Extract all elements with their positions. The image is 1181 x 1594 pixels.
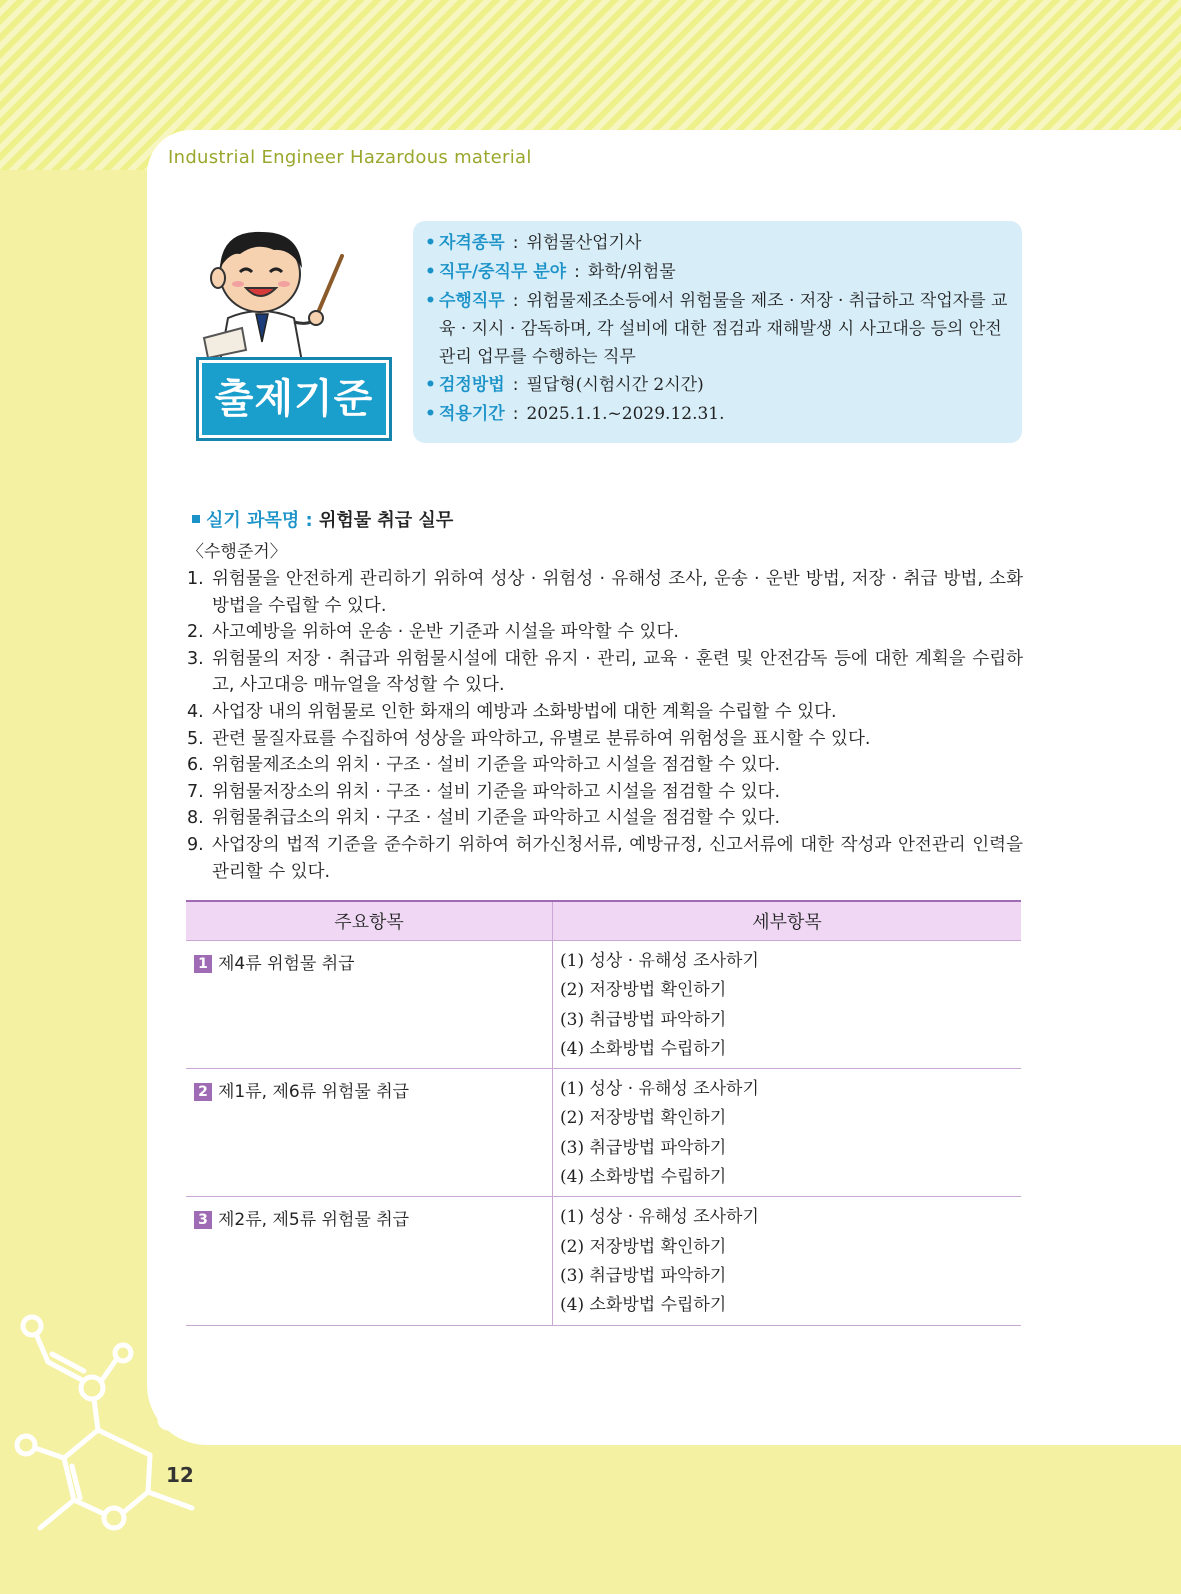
table-row [186, 1069, 1021, 1197]
criteria-item [187, 566, 1023, 619]
item-number-badge: 2 [194, 1083, 212, 1101]
info-key: 적용기간 [439, 404, 505, 424]
bullet-dot-icon: • [425, 262, 436, 282]
info-row-duties [425, 287, 1010, 371]
subject-key: 실기 과목명 : [206, 510, 313, 531]
exam-items-table [186, 900, 1021, 1326]
detail-item: (1) 성상 · 유해성 조사하기 [560, 951, 759, 971]
detail-item-cell [553, 941, 1022, 1069]
detail-item-cell [553, 1069, 1022, 1197]
criteria-number: 9. [187, 834, 204, 855]
main-item-cell [186, 1069, 553, 1197]
main-items-header: 주요항목 [186, 901, 553, 941]
page-number: 12 [166, 1463, 194, 1487]
bullet-dot-icon: • [425, 375, 436, 395]
info-key: 검정방법 [439, 375, 505, 395]
criteria-heading: 〈수행준거〉 [187, 542, 287, 562]
criteria-item [187, 699, 1023, 726]
criteria-text: 사업장의 법적 기준을 준수하기 위하여 허가신청서류, 예방규정, 신고서류에 대한 작성과 안전관리 인력을 관리할 수 있다. [212, 834, 1023, 882]
criteria-number: 4. [187, 701, 204, 722]
teacher-mascot-icon [190, 222, 360, 362]
info-value: 위험물산업기사 [526, 233, 642, 253]
criteria-number: 3. [187, 648, 204, 669]
criteria-number: 2. [187, 622, 204, 643]
info-separator: : [512, 404, 519, 424]
main-item-cell [186, 1197, 553, 1325]
subject-value: 위험물 취급 실무 [318, 510, 454, 531]
detail-item: (3) 취급방법 파악하기 [560, 1265, 727, 1286]
criteria-item [187, 779, 1023, 806]
info-value: 화학/위험물 [587, 262, 676, 282]
detail-item: (4) 소화방법 수립하기 [560, 1295, 727, 1316]
detail-item: (2) 저장방법 확인하기 [560, 1236, 727, 1257]
exam-info-box [413, 221, 1022, 443]
table-row [186, 941, 1021, 1069]
main-item-text: 제4류 위험물 취급 [218, 954, 355, 974]
info-row-field [425, 258, 1010, 287]
bullet-dot-icon: • [425, 404, 436, 424]
criteria-item [187, 646, 1023, 699]
bullet-dot-icon: • [425, 291, 436, 311]
criteria-item [187, 619, 1023, 646]
info-value: 필답형(시험시간 2시간) [526, 375, 704, 395]
criteria-item [187, 752, 1023, 779]
practical-subject [192, 506, 453, 532]
criteria-text: 위험물제조소의 위치 · 구조 · 설비 기준을 파악하고 시설을 점검할 수 있다. [212, 755, 781, 776]
main-item-text: 제1류, 제6류 위험물 취급 [218, 1082, 410, 1103]
info-value: 위험물제조소등에서 위험물을 제조 · 저장 · 취급하고 작업자를 교육 · 지시 · 감독하며, 각 설비에 대한 점검과 재해발생 시 사고대응 등의 안전관리 업무를 수행하는 직무 [439, 291, 1008, 367]
info-key: 직무/중직무 분야 [439, 262, 567, 282]
info-separator: : [512, 375, 519, 395]
detail-item: (3) 취급방법 파악하기 [560, 1009, 727, 1030]
criteria-text: 위험물의 저장 · 취급과 위험물시설에 대한 유지 · 관리, 교육 · 훈련 및 안전감독 등에 대한 계획을 수립하고, 사고대응 매뉴얼을 작성할 수 있다. [212, 648, 1023, 696]
criteria-number: 5. [187, 728, 204, 749]
info-key: 수행직무 [439, 291, 505, 311]
exam-criteria-label: 출제기준 [196, 357, 392, 441]
info-value: 2025.1.1.~2029.12.31. [526, 404, 725, 424]
criteria-text: 위험물저장소의 위치 · 구조 · 설비 기준을 파악하고 시설을 점검할 수 있다. [212, 781, 781, 802]
main-item-text: 제2류, 제5류 위험물 취급 [218, 1210, 410, 1231]
main-item-cell [186, 941, 553, 1069]
table-row [186, 1197, 1021, 1325]
info-separator: : [512, 233, 519, 253]
item-number-badge: 1 [194, 955, 212, 973]
criteria-number: 6. [187, 755, 204, 776]
detail-item: (2) 저장방법 확인하기 [560, 1108, 727, 1129]
info-row-period [425, 400, 1010, 429]
bullet-dot-icon: • [425, 233, 436, 253]
info-separator: : [574, 262, 580, 282]
criteria-text: 사업장 내의 위험물로 인한 화재의 예방과 소화방법에 대한 계획을 수립할 수 있다. [212, 701, 837, 722]
criteria-item [187, 726, 1023, 753]
detail-item: (4) 소화방법 수립하기 [560, 1038, 727, 1059]
criteria-text: 관련 물질자료를 수집하여 성상을 파악하고, 유별로 분류하여 위험성을 표시할 수 있다. [212, 728, 871, 749]
info-key: 자격종목 [439, 233, 505, 253]
criteria-number: 7. [187, 781, 204, 802]
info-separator: : [512, 291, 519, 311]
detail-item: (2) 저장방법 확인하기 [560, 980, 727, 1001]
criteria-text: 사고예방을 위하여 운송 · 운반 기준과 시설을 파악할 수 있다. [212, 622, 679, 643]
detail-items-header: 세부항목 [553, 901, 1022, 941]
running-header-title: Industrial Engineer Hazardous material [168, 147, 532, 168]
detail-item: (1) 성상 · 유해성 조사하기 [560, 1207, 759, 1228]
criteria-item [187, 832, 1023, 885]
square-bullet-icon [192, 515, 200, 523]
info-row-method [425, 371, 1010, 400]
info-row-qualification [425, 229, 1010, 258]
criteria-number: 8. [187, 808, 204, 829]
hatch-background-top [0, 0, 1181, 130]
detail-item: (1) 성상 · 유해성 조사하기 [560, 1079, 759, 1100]
detail-item: (4) 소화방법 수립하기 [560, 1167, 727, 1188]
criteria-text: 위험물취급소의 위치 · 구조 · 설비 기준을 파악하고 시설을 점검할 수 있다. [212, 808, 781, 829]
detail-item-cell [553, 1197, 1022, 1325]
item-number-badge: 3 [194, 1211, 212, 1229]
criteria-text: 위험물을 안전하게 관리하기 위하여 성상 · 위험성 · 유해성 조사, 운송 · 운반 방법, 저장 · 취급 방법, 소화방법을 수립할 수 있다. [212, 569, 1023, 616]
criteria-number: 1. [187, 569, 204, 589]
table-header-row [186, 901, 1021, 941]
criteria-item [187, 805, 1023, 832]
criteria-list [187, 566, 1023, 885]
detail-item: (3) 취급방법 파악하기 [560, 1137, 727, 1158]
